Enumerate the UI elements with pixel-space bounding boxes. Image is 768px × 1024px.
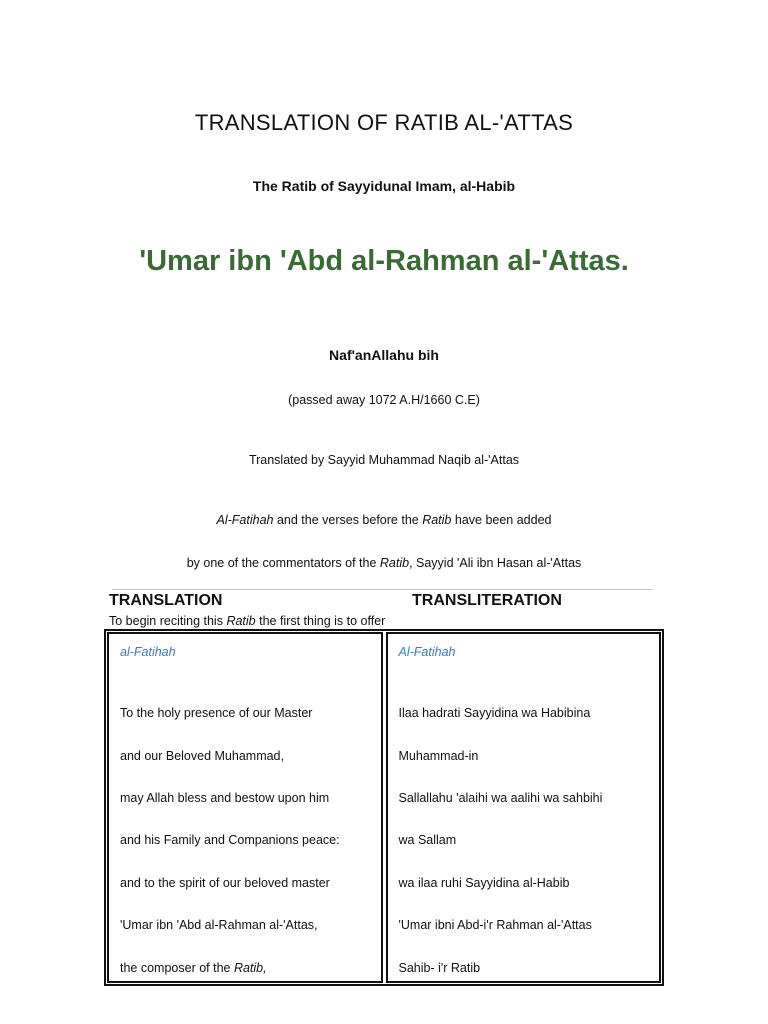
note-text: and the verses before the	[273, 513, 423, 527]
translator-credit: Translated by Sayyid Muhammad Naqib al-'Attas	[248, 453, 520, 467]
note-line-2	[0, 556, 768, 570]
fatihah-heading: Al-Fatihah	[398, 645, 456, 659]
translation-line	[120, 961, 267, 975]
transliteration-line: Ilaa hadrati Sayyidina wa Habibina	[398, 706, 591, 720]
document-subtitle: The Ratib of Sayyidunal Imam, al-Habib	[252, 178, 516, 194]
translation-line: To the holy presence of our Master	[120, 706, 313, 720]
transliteration-line: 'Umar ibni Abd-i'r Rahman al-'Attas	[398, 918, 592, 932]
translation-line: may Allah bless and bestow upon him	[120, 791, 330, 805]
document-title: TRANSLATION OF RATIB AL-'ATTAS	[194, 110, 574, 135]
translation-line: and his Family and Companions peace:	[120, 833, 340, 847]
horizontal-rule	[112, 589, 653, 590]
translation-line: and our Beloved Muhammad,	[120, 749, 284, 763]
translation-header: TRANSLATION	[109, 592, 223, 609]
transliteration-line: wa Sallam	[398, 833, 457, 847]
translation-column	[107, 632, 383, 983]
transliteration-column	[386, 632, 662, 983]
note-text: , Sayyid 'Ali ibn Hasan al-'Attas	[409, 556, 582, 570]
transliteration-line: Muhammad-in	[398, 749, 479, 763]
text-table	[104, 629, 664, 986]
intro-text-part: To begin reciting this	[109, 614, 227, 628]
translation-line-ratib: Ratib,	[233, 961, 267, 975]
transliteration-line: Sallallahu 'alaihi wa aalihi wa sahbihi	[398, 791, 603, 805]
note-fatihah: Al-Fatihah	[216, 513, 274, 527]
intro-ratib: Ratib	[226, 614, 256, 628]
transliteration-line: Sahib- i'r Ratib	[398, 961, 481, 975]
note-text: by one of the commentators of the	[186, 556, 380, 570]
honorific: Naf'anAllahu bih	[329, 347, 439, 363]
translation-line-text: the composer of the	[120, 961, 234, 975]
transliteration-line: wa ilaa ruhi Sayyidina al-Habib	[398, 876, 570, 890]
fatihah-heading: al-Fatihah	[120, 645, 176, 659]
translation-line: and to the spirit of our beloved master	[120, 876, 330, 890]
intro-text	[109, 614, 385, 628]
note-ratib: Ratib	[422, 513, 452, 527]
note-line-1	[0, 513, 768, 527]
translation-line: 'Umar ibn 'Abd al-Rahman al-'Attas,	[120, 918, 318, 932]
author-name: 'Umar ibn 'Abd al-Rahman al-'Attas.	[139, 245, 629, 277]
note-text: have been added	[451, 513, 552, 527]
intro-text-part: the first thing is to offer	[255, 614, 386, 628]
transliteration-header: TRANSLITERATION	[412, 592, 562, 609]
death-date: (passed away 1072 A.H/1660 C.E)	[288, 393, 480, 407]
note-ratib: Ratib	[379, 556, 410, 570]
